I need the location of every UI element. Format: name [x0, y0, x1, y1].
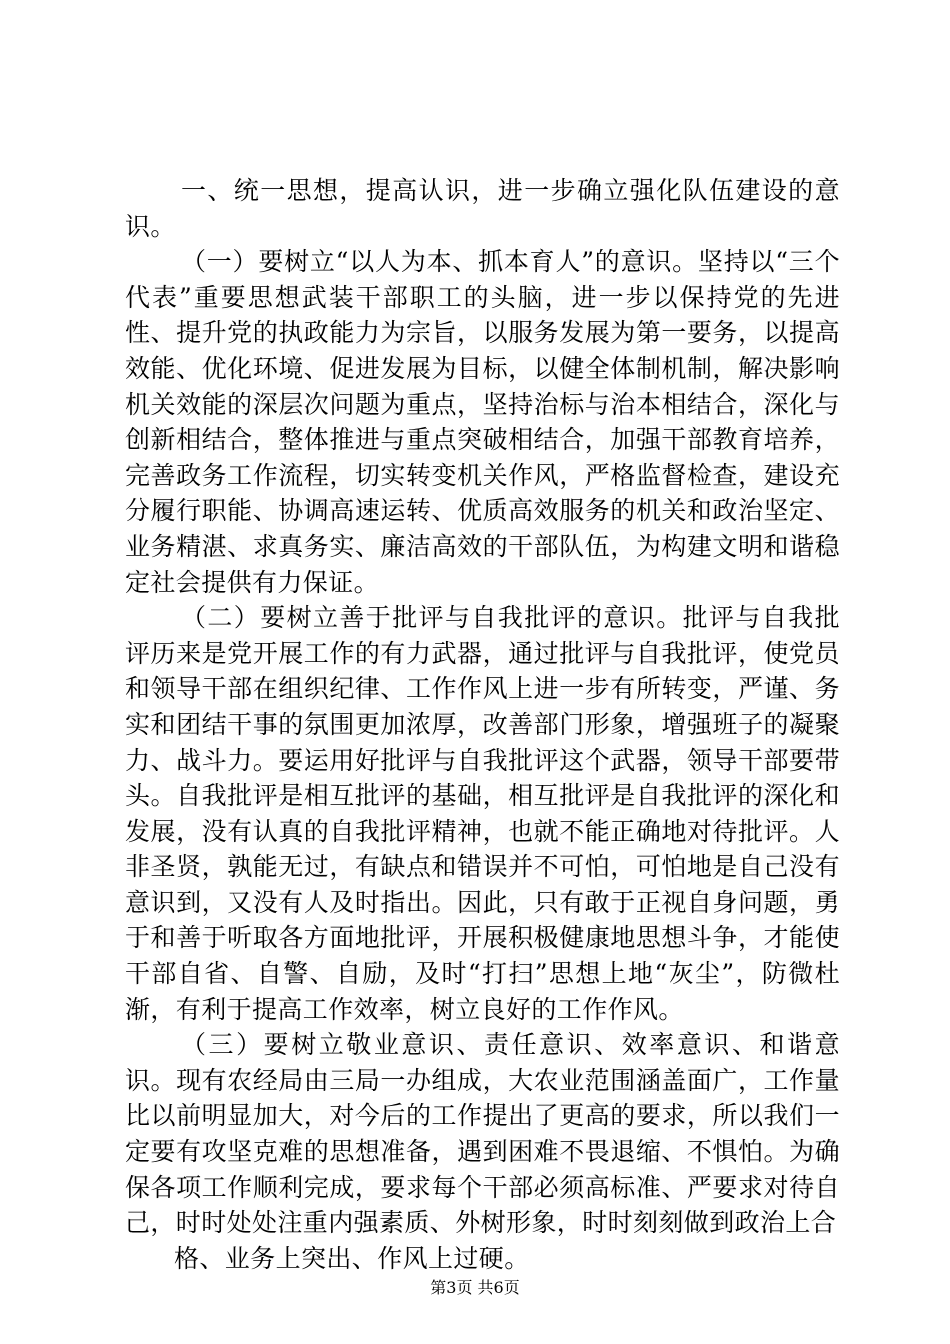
paragraph-2: （二）要树立善于批评与自我批评的意识。批评与自我批评历来是党开展工作的有力武器，通过批评与自我批评，使党员和领导干部在组织纪律、工作作风上进一步有所转变，严谨、务实和团结干事的氛围更加浓厚，改善部门形象，增强班子的凝聚力、战斗力。要运用好批评与自我批评这个武器，领导干部要带头。自我批评是相互批评的基础，相互批评是自我批评的深化和发展，没有认真的自我批评精神，也就不能正确地对待批评。人非圣贤，孰能无过，有缺点和错误并不可怕，可怕地是自己没有意识到，又没有人及时指出。因此，只有敢于正视自身问题，勇于和善于听取各方面地批评，开展积极健康地思想斗争，才能使干部自省、自警、自励，及时“打扫”思想上地“灰尘”，防微杜渐，有利于提高工作效率，树立良好的工作作风。 — [125, 603, 840, 1024]
paragraph-3: （三）要树立敬业意识、责任意识、效率意识、和谐意识。现有农经局由三局一办组成，大农业范围涵盖面广，工作量比以前明显加大，对今后的工作提出了更高的要求，所以我们一定要有攻坚克难的思想准备，遇到困难不畏退缩、不惧怕。为确保各项工作顺利完成，要求每个干部必须高标准、严要求对待自己，时时处处注重内强素质、外树形象，时时刻刻做到政治上合 — [125, 1030, 840, 1238]
page-footer: 第3页 共6页 — [430, 1278, 520, 1297]
document-body — [125, 173, 840, 1276]
paragraph-3-continuation: 格、业务上突出、作风上过硬。 — [174, 1243, 530, 1273]
paragraph-1: （一）要树立“以人为本、抓本育人”的意识。坚持以“三个代表”重要思想武装干部职工的头脑，进一步以保持党的先进性、提升党的执政能力为宗旨，以服务发展为第一要务，以提高效能、优化环境、促进发展为目标，以健全体制机制，解决影响机关效能的深层次问题为重点，坚持治标与治本相结合，深化与创新相结合，整体推进与重点突破相结合，加强干部教育培养，完善政务工作流程，切实转变机关作风，严格监督检查，建设充分履行职能、协调高速运转、优质高效服务的机关和政治坚定、业务精湛、求真务实、廉洁高效的干部队伍，为构建文明和谐稳定社会提供有力保证。 — [125, 247, 840, 597]
section-heading: 一、统一思想，提高认识，进一步确立强化队伍建设的意识。 — [125, 176, 840, 241]
